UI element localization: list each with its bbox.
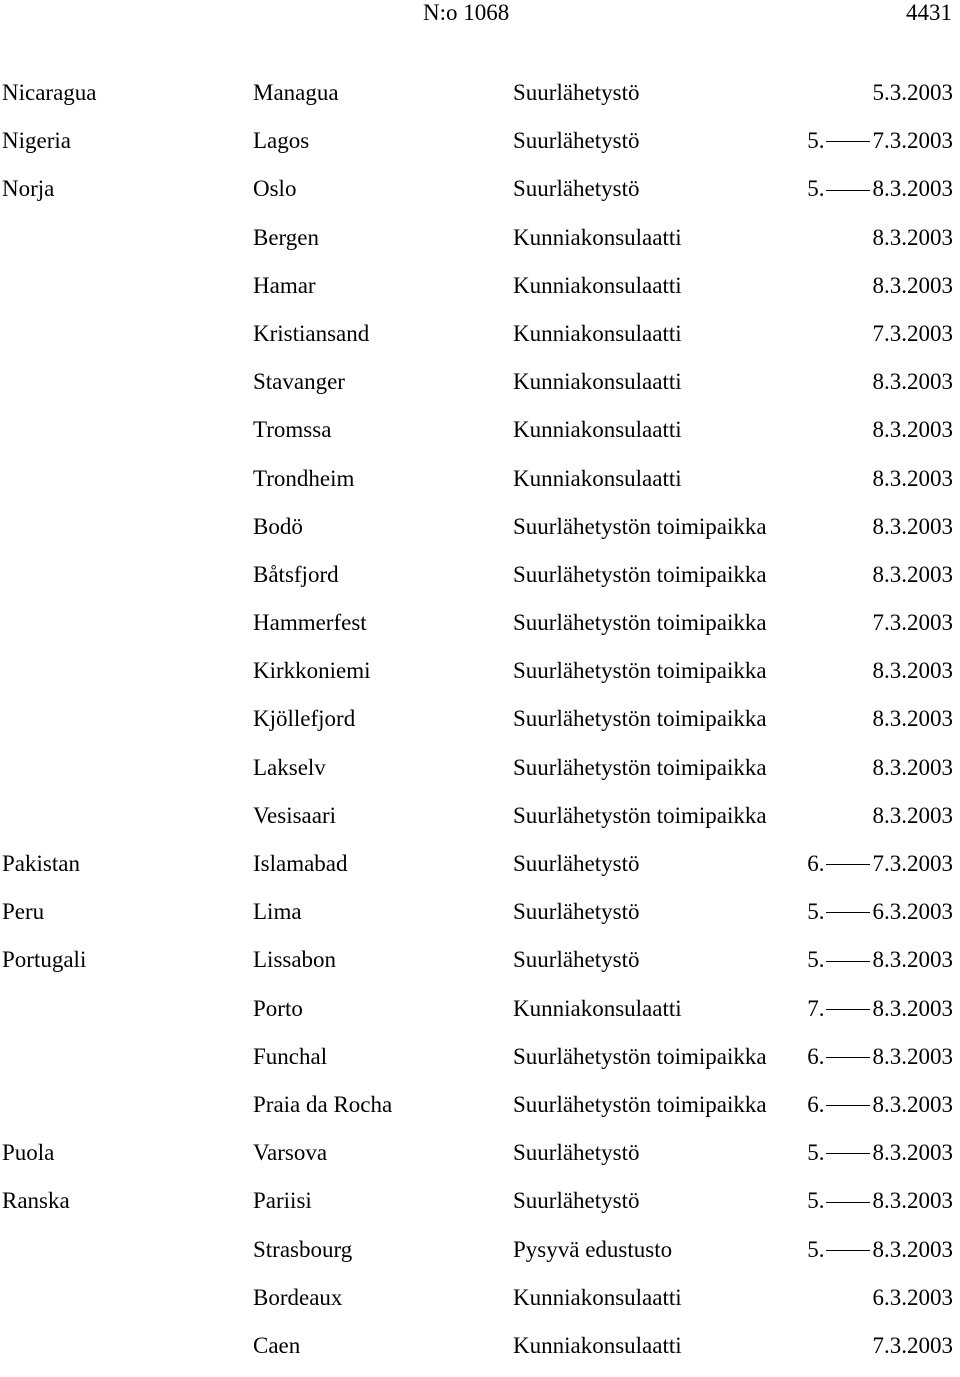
date-range-dash (826, 864, 870, 865)
date-end: 8.3.2003 (872, 369, 953, 395)
table-row (0, 992, 960, 1040)
date-cell (873, 413, 954, 446)
date-end: 8.3.2003 (872, 417, 953, 443)
city-cell: Tromssa (253, 417, 332, 443)
date-cell (873, 1329, 954, 1362)
representation-table (0, 76, 960, 1377)
table-row (0, 269, 960, 317)
date-end: 8.3.2003 (872, 706, 953, 732)
table-row (0, 702, 960, 750)
date-range-dash (826, 961, 870, 962)
date-cell (873, 654, 954, 687)
city-cell: Vesisaari (253, 802, 337, 828)
table-row (0, 1184, 960, 1232)
date-end: 8.3.2003 (872, 1043, 953, 1069)
city-cell: Funchal (253, 1043, 328, 1069)
date-end: 8.3.2003 (872, 176, 953, 202)
date-cell (873, 462, 954, 495)
date-end: 8.3.2003 (872, 1140, 953, 1166)
date-cell (807, 1184, 953, 1217)
country-cell: Portugali (2, 947, 87, 973)
mission-type-cell: Kunniakonsulaatti (513, 369, 682, 395)
date-end: 8.3.2003 (872, 995, 953, 1021)
city-cell: Stavanger (253, 369, 345, 395)
table-row (0, 895, 960, 943)
date-end: 8.3.2003 (872, 802, 953, 828)
date-cell (873, 799, 954, 832)
date-cell (873, 221, 954, 254)
city-cell: Porto (253, 995, 303, 1021)
mission-type-cell: Suurlähetystö (513, 851, 640, 876)
mission-type-cell: Kunniakonsulaatti (513, 272, 682, 298)
table-row (0, 606, 960, 654)
city-cell: Lakselv (253, 754, 326, 780)
page-header (0, 0, 960, 30)
date-range-dash (826, 1202, 870, 1203)
date-range-dash (826, 1153, 870, 1154)
date-cell (873, 76, 954, 109)
date-start: 6. (807, 1091, 825, 1117)
mission-type-cell: Suurlähetystö (513, 899, 640, 925)
date-end: 8.3.2003 (872, 1188, 953, 1214)
mission-type-cell: Kunniakonsulaatti (513, 465, 682, 491)
date-end: 8.3.2003 (872, 224, 953, 250)
table-row (0, 751, 960, 799)
date-cell (807, 943, 953, 976)
country-cell: Nicaragua (2, 80, 97, 105)
date-end: 8.3.2003 (872, 1236, 953, 1262)
city-cell: Kjöllefjord (253, 706, 356, 732)
city-cell: Kristiansand (253, 320, 370, 346)
city-cell: Lissabon (253, 947, 337, 973)
mission-type-cell: Suurlähetystö (513, 128, 640, 154)
mission-type-cell: Kunniakonsulaatti (513, 417, 682, 443)
date-end: 7.3.2003 (872, 128, 953, 154)
table-row (0, 1136, 960, 1184)
table-row (0, 943, 960, 991)
date-start: 5. (807, 899, 825, 925)
mission-type-cell: Suurlähetystön toimipaikka (513, 513, 767, 539)
date-end: 5.3.2003 (872, 80, 953, 105)
table-row (0, 1281, 960, 1329)
date-cell (807, 1040, 953, 1073)
date-cell (873, 606, 954, 639)
table-row (0, 799, 960, 847)
date-cell (873, 558, 954, 591)
mission-type-cell: Suurlähetystö (513, 1140, 640, 1166)
date-cell (873, 365, 954, 398)
date-cell (807, 1088, 953, 1121)
date-cell (807, 1233, 953, 1266)
city-cell: Bergen (253, 224, 320, 250)
date-start: 5. (807, 1236, 825, 1262)
date-cell (873, 269, 954, 302)
date-start: 5. (807, 1140, 825, 1166)
date-cell (873, 1281, 954, 1314)
mission-type-cell: Kunniakonsulaatti (513, 320, 682, 346)
mission-type-cell: Suurlähetystön toimipaikka (513, 610, 767, 636)
date-cell (873, 317, 954, 350)
date-start: 5. (807, 176, 825, 202)
table-row (0, 413, 960, 461)
city-cell: Trondheim (253, 465, 355, 491)
date-end: 7.3.2003 (872, 320, 953, 346)
mission-type-cell: Suurlähetystö (513, 176, 640, 202)
city-cell: Oslo (253, 176, 297, 202)
date-end: 6.3.2003 (872, 899, 953, 925)
mission-type-cell: Suurlähetystön toimipaikka (513, 561, 767, 587)
mission-type-cell: Suurlähetystö (513, 947, 640, 973)
date-range-dash (826, 141, 870, 142)
city-cell: Bordeaux (253, 1284, 343, 1310)
date-range-dash (826, 1250, 870, 1251)
date-cell (807, 847, 953, 880)
city-cell: Managua (253, 80, 339, 105)
date-end: 8.3.2003 (872, 561, 953, 587)
table-row (0, 1040, 960, 1088)
city-cell: Lagos (253, 128, 310, 154)
date-cell (807, 172, 953, 205)
table-row (0, 654, 960, 702)
date-start: 5. (807, 128, 825, 154)
table-row (0, 558, 960, 606)
document-number: N:o 1068 (423, 0, 510, 25)
mission-type-cell: Suurlähetystö (513, 1188, 640, 1214)
date-end: 8.3.2003 (872, 1091, 953, 1117)
date-end: 8.3.2003 (872, 272, 953, 298)
mission-type-cell: Kunniakonsulaatti (513, 1332, 682, 1358)
date-start: 6. (807, 851, 825, 876)
table-row (0, 124, 960, 172)
date-range-dash (826, 190, 870, 191)
table-row (0, 847, 960, 895)
city-cell: Caen (253, 1332, 301, 1358)
city-cell: Lima (253, 899, 302, 925)
date-start: 5. (807, 1188, 825, 1214)
date-cell (873, 510, 954, 543)
mission-type-cell: Kunniakonsulaatti (513, 995, 682, 1021)
date-cell (807, 895, 953, 928)
table-row (0, 1329, 960, 1377)
country-cell: Puola (2, 1140, 55, 1166)
table-row (0, 76, 960, 124)
date-end: 7.3.2003 (872, 610, 953, 636)
date-cell (873, 702, 954, 735)
mission-type-cell: Suurlähetystön toimipaikka (513, 1091, 767, 1117)
date-end: 6.3.2003 (872, 1284, 953, 1310)
mission-type-cell: Suurlähetystön toimipaikka (513, 706, 767, 732)
date-start: 5. (807, 947, 825, 973)
table-row (0, 1233, 960, 1281)
city-cell: Pariisi (253, 1188, 312, 1214)
country-cell: Norja (2, 176, 55, 202)
table-row (0, 172, 960, 220)
date-end: 8.3.2003 (872, 754, 953, 780)
country-cell: Pakistan (2, 851, 80, 876)
mission-type-cell: Suurlähetystön toimipaikka (513, 1043, 767, 1069)
city-cell: Islamabad (253, 851, 348, 876)
country-cell: Nigeria (2, 128, 71, 154)
city-cell: Praia da Rocha (253, 1091, 393, 1117)
date-end: 8.3.2003 (872, 465, 953, 491)
date-end: 8.3.2003 (872, 513, 953, 539)
city-cell: Strasbourg (253, 1236, 353, 1262)
city-cell: Båtsfjord (253, 561, 339, 587)
date-range-dash (826, 1009, 870, 1010)
mission-type-cell: Suurlähetystön toimipaikka (513, 802, 767, 828)
country-cell: Ranska (2, 1188, 70, 1214)
city-cell: Hammerfest (253, 610, 367, 636)
mission-type-cell: Suurlähetystön toimipaikka (513, 754, 767, 780)
date-range-dash (826, 912, 870, 913)
date-cell (807, 124, 953, 157)
mission-type-cell: Suurlähetystö (513, 80, 640, 105)
date-start: 6. (807, 1043, 825, 1069)
table-row (0, 462, 960, 510)
date-end: 8.3.2003 (872, 947, 953, 973)
date-end: 7.3.2003 (872, 851, 953, 876)
date-range-dash (826, 1057, 870, 1058)
city-cell: Hamar (253, 272, 316, 298)
mission-type-cell: Pysyvä edustusto (513, 1236, 673, 1262)
date-cell (807, 1136, 953, 1169)
date-range-dash (826, 1105, 870, 1106)
table-row (0, 365, 960, 413)
city-cell: Bodö (253, 513, 303, 539)
table-row (0, 1088, 960, 1136)
date-cell (873, 751, 954, 784)
table-row (0, 221, 960, 269)
country-cell: Peru (2, 899, 45, 925)
table-row (0, 510, 960, 558)
page-number: 4431 (906, 0, 952, 25)
mission-type-cell: Kunniakonsulaatti (513, 1284, 682, 1310)
date-cell (807, 992, 953, 1025)
city-cell: Varsova (253, 1140, 328, 1166)
city-cell: Kirkkoniemi (253, 658, 371, 684)
mission-type-cell: Kunniakonsulaatti (513, 224, 682, 250)
mission-type-cell: Suurlähetystön toimipaikka (513, 658, 767, 684)
date-end: 8.3.2003 (872, 658, 953, 684)
table-row (0, 317, 960, 365)
date-end: 7.3.2003 (872, 1332, 953, 1358)
date-start: 7. (807, 995, 825, 1021)
